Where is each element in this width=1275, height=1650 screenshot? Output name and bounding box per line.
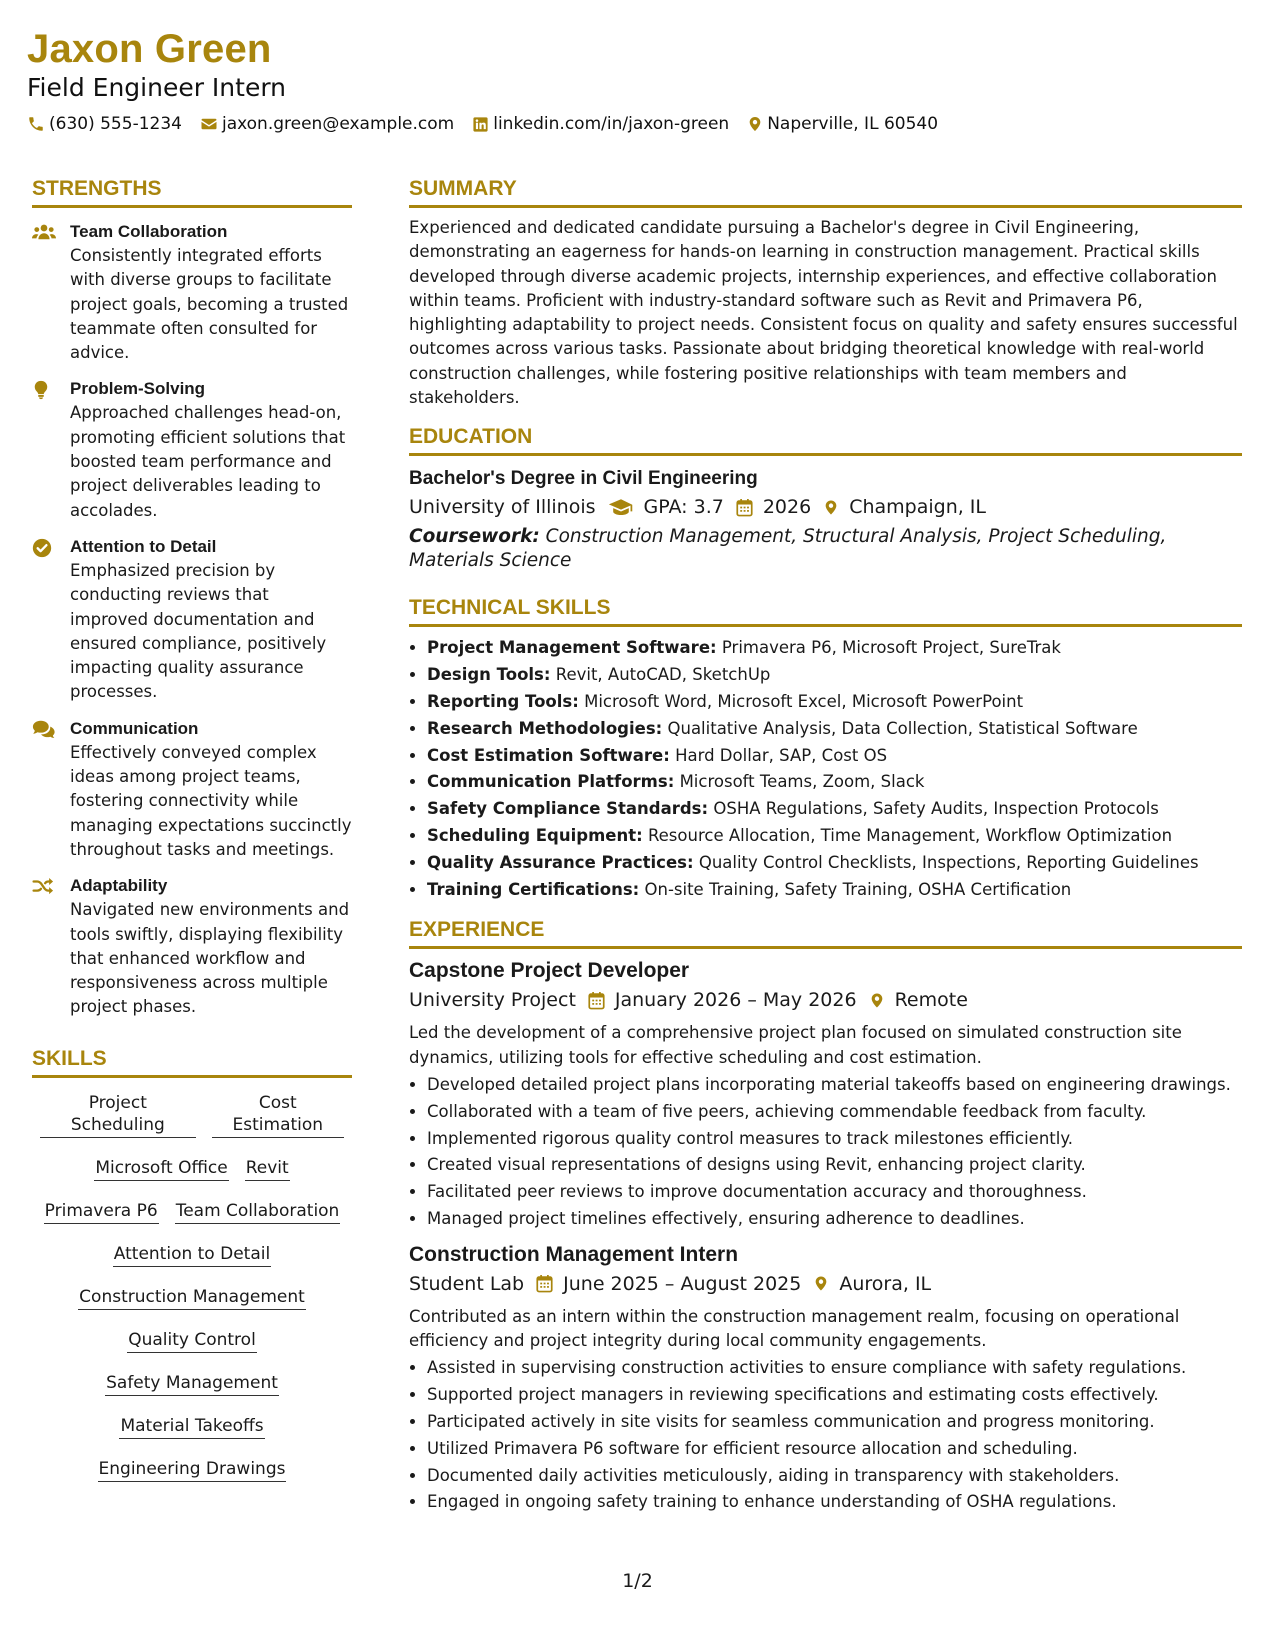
skill-category: Research Methodologies:: [427, 718, 663, 738]
list-item: • Facilitated peer reviews to improve documentation accuracy and thoroughness.: [427, 1179, 1242, 1206]
date-range: January 2026 – May 2026: [614, 989, 857, 1012]
skill-category: Safety Compliance Standards:: [427, 799, 709, 819]
skill-values: On-site Training, Safety Training, OSHA Certification: [644, 879, 1072, 899]
strength-item: [32, 220, 352, 365]
phone-text: (630) 555-1234: [49, 114, 182, 134]
experience-entry: [409, 957, 1242, 1232]
list-item: [427, 877, 1242, 904]
skills-row: [32, 1458, 352, 1482]
skill-values: Microsoft Teams, Zoom, Slack: [679, 772, 925, 792]
list-item: • Managed project timelines effectively, ensuring adherence to deadlines.: [427, 1206, 1242, 1233]
skills-row: [32, 1243, 352, 1267]
list-item: [427, 823, 1242, 850]
school-name: University of Illinois: [409, 496, 596, 519]
job-meta: [409, 1269, 1242, 1299]
skill-values: Revit, AutoCAD, SketchUp: [555, 665, 771, 685]
summary-heading: SUMMARY: [409, 176, 1242, 208]
date-range: June 2025 – August 2025: [563, 1272, 802, 1295]
list-item: • Engaged in ongoing safety training to enhance understanding of OSHA regulations.: [427, 1489, 1242, 1516]
list-item: • Collaborated with a team of five peers, achieving commendable feedback from faculty.: [427, 1099, 1242, 1126]
map-pin-icon: [823, 498, 839, 517]
skill-chip: Attention to Detail: [113, 1243, 271, 1267]
calendar-icon: [536, 1274, 553, 1293]
coursework-list: Construction Management, Structural Analysis, Project Scheduling, Materials Science: [409, 526, 1167, 572]
summary-text: Experienced and dedicated candidate pursuing a Bachelor's degree in Civil Engineering, demonstrating an eagerness for hands-on learning in construction management. Practical skills developed through diverse academic projects, internship experiences, and effective collaboration within teams. Proficient with industry-standard software such as Revit and Primavera P6, highlighting adaptability to project needs. Consistent focus on quality and safety ensures successful outcomes across various tasks. Passionate about bridging theoretical knowledge with real-world construction challenges, while fostering positive relationships with team members and stakeholders.: [409, 218, 1238, 408]
list-item: [427, 850, 1242, 877]
experience-heading: EXPERIENCE: [409, 917, 1242, 949]
list-item: • Assisted in supervising construction activities to ensure compliance with safety regulations.: [427, 1355, 1242, 1382]
skill-category: Quality Assurance Practices:: [427, 852, 694, 872]
calendar-icon: [588, 991, 605, 1010]
strength-title: Attention to Detail: [70, 536, 217, 556]
education-meta: [409, 492, 1242, 522]
position-title: Capstone Project Developer: [409, 959, 690, 983]
skill-chip: Material Takeoffs: [119, 1415, 264, 1439]
skills-row: [32, 1372, 352, 1396]
list-item: [427, 796, 1242, 823]
email-link[interactable]: jaxon.green@example.com: [221, 114, 455, 134]
job-location: Remote: [894, 989, 968, 1012]
strength-desc: Consistently integrated efforts with diverse groups to facilitate project goals, becoming a trusted teammate often consulted for advice.: [70, 246, 349, 363]
strengths-heading: STRENGTHS: [32, 176, 352, 208]
comments-icon: [32, 720, 56, 739]
job-bullets: [409, 1355, 1242, 1516]
envelope-icon: [200, 115, 218, 133]
list-item: [427, 635, 1242, 662]
linkedin-icon: [472, 116, 489, 133]
shuffle-icon: [32, 877, 54, 895]
job-description: Contributed as an intern within the construction management realm, focusing on operational efficiency and project integrity during local community engagements.: [409, 1306, 1180, 1351]
skills-chip-list: [32, 1092, 352, 1482]
list-item: [427, 662, 1242, 689]
right-column: [409, 176, 1242, 1516]
job-location: Aurora, IL: [839, 1272, 932, 1295]
list-item: • Utilized Primavera P6 software for efficient resource allocation and scheduling.: [427, 1436, 1242, 1463]
check-circle-icon: [32, 538, 52, 558]
skill-chip: Safety Management: [105, 1372, 279, 1396]
resume-header: [27, 26, 1227, 134]
map-pin-icon: [747, 115, 763, 133]
skill-values: Resource Allocation, Time Management, Workflow Optimization: [647, 825, 1173, 845]
contact-bar: [27, 114, 1227, 134]
position-title: Construction Management Intern: [409, 1242, 739, 1266]
skill-chip: Engineering Drawings: [98, 1458, 287, 1482]
strength-item: [32, 874, 352, 1019]
graduation-cap-icon: [608, 497, 634, 517]
contact-location: [747, 114, 938, 134]
coursework: [409, 525, 1242, 573]
skill-chip: Quality Control: [127, 1329, 257, 1353]
experience-entry: [409, 1241, 1242, 1516]
organization: University Project: [409, 989, 576, 1012]
skill-category: Scheduling Equipment:: [427, 825, 643, 845]
skill-values: OSHA Regulations, Safety Audits, Inspection Protocols: [713, 799, 1159, 819]
gpa-text: GPA: 3.7: [643, 496, 724, 519]
phone-icon: [27, 115, 45, 133]
contact-linkedin[interactable]: [472, 114, 729, 134]
list-item: • Documented daily activities meticulously, aiding in transparency with stakeholders.: [427, 1463, 1242, 1490]
calendar-icon: [736, 498, 753, 517]
strength-item: [32, 535, 352, 705]
skill-values: Hard Dollar, SAP, Cost OS: [675, 745, 888, 765]
education-heading: EDUCATION: [409, 424, 1242, 456]
skill-chip: Primavera P6: [44, 1200, 159, 1224]
organization: Student Lab: [409, 1272, 525, 1295]
skills-row: [32, 1415, 352, 1439]
coursework-label: Coursework:: [409, 526, 540, 548]
list-item: [427, 769, 1242, 796]
map-pin-icon: [869, 991, 885, 1010]
job-description: Led the development of a comprehensive project plan focused on simulated construction site dynamics, utilizing tools for effective scheduling and cost estimation.: [409, 1023, 1182, 1067]
skill-category: Communication Platforms:: [427, 772, 675, 792]
strength-desc: Navigated new environments and tools swiftly, displaying flexibility that enhanced workflow and responsiveness across multiple project phases.: [70, 900, 350, 1017]
lightbulb-icon: [32, 380, 50, 400]
list-item: • Participated actively in site visits for seamless communication and progress monitoring.: [427, 1409, 1242, 1436]
skill-category: Reporting Tools:: [427, 691, 579, 711]
skills-row: [32, 1286, 352, 1310]
skill-values: Quality Control Checklists, Inspections, Reporting Guidelines: [698, 852, 1199, 872]
skills-heading: SKILLS: [32, 1046, 352, 1078]
job-title-heading: Field Engineer Intern: [27, 73, 287, 102]
skill-chip: Revit: [245, 1157, 290, 1181]
contact-email[interactable]: [200, 114, 454, 134]
map-pin-icon: [813, 1274, 829, 1293]
strength-item: [32, 717, 352, 862]
skills-row: [32, 1200, 352, 1224]
linkedin-link[interactable]: linkedin.com/in/jaxon-green: [493, 114, 730, 134]
skill-chip: Construction Management: [78, 1286, 306, 1310]
skill-values: Qualitative Analysis, Data Collection, Statistical Software: [667, 718, 1138, 738]
users-icon: [32, 223, 56, 241]
strength-desc: Effectively conveyed complex ideas among project teams, fostering connectivity while managing expectations succinctly throughout tasks and meetings.: [70, 742, 352, 859]
school-location: Champaign, IL: [849, 496, 987, 519]
graduation-year: 2026: [762, 496, 812, 519]
list-item: • Supported project managers in reviewing specifications and estimating costs effectively.: [427, 1382, 1242, 1409]
strength-title: Adaptability: [70, 876, 168, 896]
skill-category: Cost Estimation Software:: [427, 745, 670, 765]
list-item: • Developed detailed project plans incorporating material takeoffs based on engineering drawings.: [427, 1072, 1242, 1099]
strength-title: Problem-Solving: [70, 379, 206, 399]
list-item: [427, 689, 1242, 716]
list-item: [427, 743, 1242, 770]
degree-title: Bachelor's Degree in Civil Engineering: [409, 468, 758, 490]
contact-phone: [27, 114, 182, 134]
left-column: [32, 176, 352, 1501]
skills-row: [32, 1329, 352, 1353]
skill-values: Microsoft Word, Microsoft Excel, Microsoft PowerPoint: [584, 691, 1024, 711]
technical-skills-heading: TECHNICAL SKILLS: [409, 595, 1242, 627]
skills-row: [32, 1092, 352, 1138]
list-item: • Implemented rigorous quality control measures to track milestones efficiently.: [427, 1126, 1242, 1153]
strength-title: Team Collaboration: [70, 222, 228, 241]
skill-chip: Microsoft Office: [94, 1157, 228, 1181]
strength-desc: Approached challenges head-on, promoting efficient solutions that boosted team performance and project deliverables leading to accolades.: [70, 403, 346, 520]
job-meta: [409, 985, 1242, 1015]
page-number: 1/2: [622, 1570, 653, 1592]
skill-chip: Project Scheduling: [40, 1092, 196, 1138]
technical-skills-list: [409, 635, 1242, 903]
skill-category: Training Certifications:: [427, 879, 640, 899]
skill-chip: Team Collaboration: [175, 1200, 341, 1224]
strength-item: [32, 377, 352, 522]
list-item: [427, 716, 1242, 743]
strength-desc: Emphasized precision by conducting reviews that improved documentation and ensured compliance, positively impacting quality assurance processes.: [70, 560, 327, 702]
skill-chip: Cost Estimation: [212, 1092, 344, 1138]
list-item: • Created visual representations of designs using Revit, enhancing project clarity.: [427, 1152, 1242, 1179]
skill-values: Primavera P6, Microsoft Project, SureTrak: [721, 638, 1061, 658]
skills-row: [32, 1157, 352, 1181]
skill-category: Project Management Software:: [427, 638, 717, 658]
candidate-name: Jaxon Green: [27, 27, 272, 71]
location-text: Naperville, IL 60540: [767, 114, 939, 134]
strength-title: Communication: [70, 718, 199, 738]
job-bullets: [409, 1072, 1242, 1233]
skill-category: Design Tools:: [427, 665, 551, 685]
